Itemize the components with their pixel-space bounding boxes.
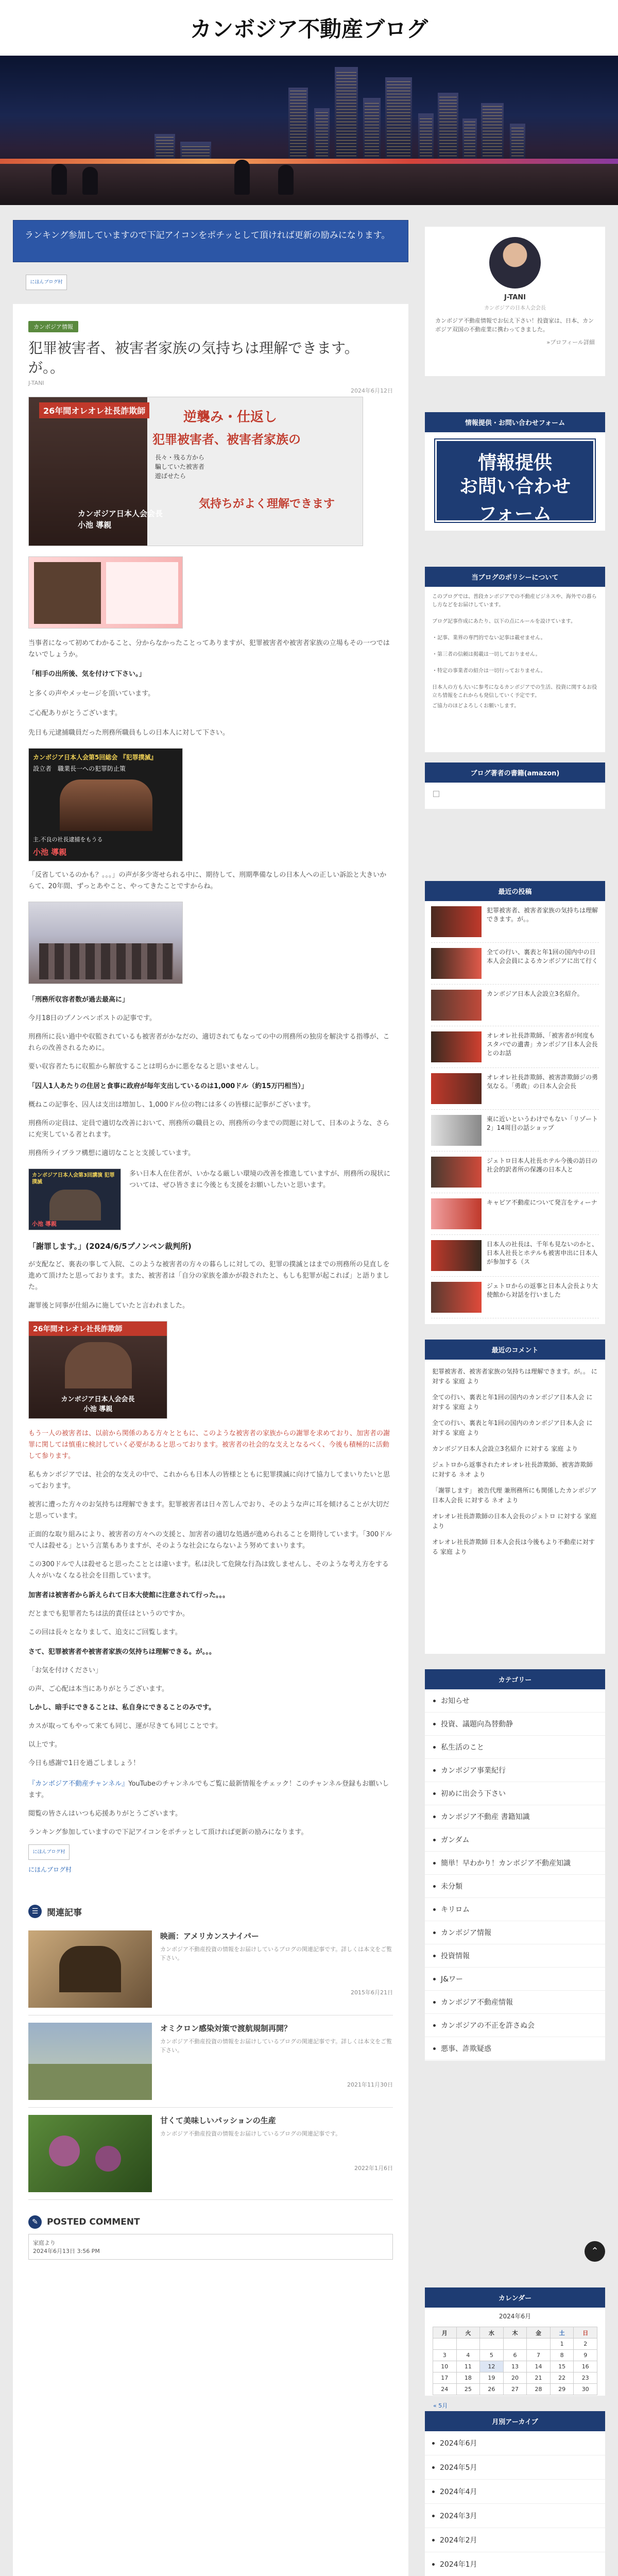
figure-headline-2: 犯罪被害者、被害者家族の xyxy=(152,432,301,447)
recent-thumb xyxy=(431,948,482,979)
category-item[interactable]: カンボジア不動産情報 xyxy=(425,1991,605,2014)
calendar-cell: 20 xyxy=(503,2372,527,2384)
calendar-cell: 26 xyxy=(480,2384,504,2395)
calendar-cell: 13 xyxy=(503,2361,527,2372)
recent-thumb xyxy=(431,1157,482,1188)
profile-role: カンボジアの日本人会会長 xyxy=(484,306,546,311)
paragraph-quote: 「相手の出所後、気を付けて下さい。」 xyxy=(28,670,146,678)
paragraph: 刑務所に長い過中や収監されているも被害者がかなだの、適切されてもなっての中の刑務所の独房を解決する指導が、これらの改善されるために。 xyxy=(28,1033,390,1052)
recent-comment-item[interactable]: オレオレ社長詐欺師 日本人会長は今後もより不動産に対する 家庭 より xyxy=(432,1538,595,1555)
post-title: 犯罪被害者、被害者家族の気持ちは理解できます。が。。 xyxy=(28,340,359,376)
paragraph: 今月18日のプノンペンポストの記事です。 xyxy=(28,1014,156,1022)
category-item[interactable]: 投資情報 xyxy=(425,1944,605,1968)
recent-post-title: ジェトロからの返事と日本人会長より大使館から対話を行いました xyxy=(487,1282,598,1298)
paragraph: カスが取ってもやって来ても同じ、運が尽きても同じことです。 xyxy=(28,1722,222,1730)
calendar-cell: 4 xyxy=(456,2350,480,2361)
policy-heading: 当ブログのポリシーについて xyxy=(425,567,605,587)
calendar-cell: 14 xyxy=(527,2361,551,2372)
calendar-cell: 25 xyxy=(456,2384,480,2395)
calendar-cell xyxy=(433,2338,457,2350)
related-item[interactable] xyxy=(28,1923,393,2015)
profile-link[interactable]: »プロフィール詳細 xyxy=(546,339,595,346)
calendar-cell: 6 xyxy=(503,2350,527,2361)
calendar-heading: カレンダー xyxy=(425,2287,605,2308)
calendar-cell: 10 xyxy=(433,2361,457,2372)
recent-thumb xyxy=(431,906,482,937)
paragraph: この300ドルで人は殺せると思ったこととは違います。私は決して危険な行為は致しませんし、そのような考え方をする人々がいなくなる社会を目指しています。 xyxy=(28,1561,389,1580)
figure-banner: 26年間オレオレ社長詐欺師 xyxy=(39,402,149,418)
recent-post-item[interactable] xyxy=(431,1110,599,1151)
recent-thumb xyxy=(431,1198,482,1229)
paragraph: だとまでも犯罪者たちは法的責任はというのですか。 xyxy=(28,1610,190,1618)
figure-2-top: カンボジア日本人会第5回総会 『犯罪撲滅』 xyxy=(33,754,157,761)
related-date: 2015年6月21日 xyxy=(351,1989,393,1996)
figure-5-banner: 26年間オレオレ社長詐欺師 xyxy=(29,1321,167,1336)
figure-4-footer: 小池 導親 xyxy=(32,1221,57,1227)
calendar-cell: 21 xyxy=(527,2372,551,2384)
recent-comment-item[interactable]: 「謝罪します」 被告代理 兼刑務所にも関係したカンボジア日本人会長 に対する ネオ より xyxy=(432,1487,597,1504)
calendar-cell: 2 xyxy=(574,2338,597,2350)
calendar-cell: 15 xyxy=(550,2361,574,2372)
calendar-cell: 28 xyxy=(527,2384,551,2395)
paragraph: 今日も感謝で1日を過ごしましょう！ xyxy=(28,1759,140,1767)
recent-comment-item[interactable]: 犯罪被害者、被害者家族の気持ちは理解できます。が。。 に対する 家庭 より xyxy=(432,1368,597,1385)
section-heading: 「謝罪します。」(2024/6/5プノンペン裁判所) xyxy=(28,1242,192,1251)
books-widget xyxy=(425,762,605,809)
recent-post-item[interactable] xyxy=(431,1193,599,1235)
related-heading: 関連記事 xyxy=(47,1907,82,1918)
comment-preview: 家庭より 2024年6月13日 3:56 PM xyxy=(28,2234,393,2260)
calendar-table xyxy=(433,2327,597,2395)
category-item[interactable]: ガンダム xyxy=(425,1828,605,1852)
figure-2-footer: 小池 導親 xyxy=(33,848,67,857)
ranking-badge-link[interactable]: にほんブログ村 xyxy=(26,275,67,290)
category-item[interactable]: カンボジア事業紀行 xyxy=(425,1759,605,1782)
calendar-day-header: 火 xyxy=(456,2327,480,2338)
paragraph: 刑務所ライブラフ構想に適切なことと支援しています。 xyxy=(28,1149,195,1157)
section-heading: 「囚人1人あたりの住居と食事に政府が毎年支出しているのは1,000ドル（約15万円相当）」 xyxy=(28,1082,308,1090)
related-date: 2022年1月6日 xyxy=(354,2165,393,2172)
recent-thumb xyxy=(431,1073,482,1104)
calendar-cell: 29 xyxy=(550,2384,574,2395)
paragraph: 「お気を付けください」 xyxy=(28,1667,102,1674)
recent-post-item[interactable] xyxy=(431,943,599,985)
calendar-cell: 18 xyxy=(456,2372,480,2384)
calendar-month: 2024年6月 xyxy=(499,2313,531,2320)
paragraph: 刑務所の定員は、定員で適切な改善において、刑務所の職員との、刑務所の今までの問題に対して、日本のような、さらに充実している者とれます。 xyxy=(28,1120,389,1139)
paragraph: 謝罪後と同事が仕組みに施していたと言われました。 xyxy=(28,1302,190,1310)
paragraph: 当事者になって初めてわかること、分からなかったことってありますが、犯罪被害者や被害者家族の立場もその一つではないでしょうか。 xyxy=(28,639,390,658)
youtube-text: YouTubeのチャンネルでもご覧に最新情報をチェック！このチャンネル登録もお願いします。 xyxy=(28,1780,389,1799)
related-icon: ☰ xyxy=(28,1905,42,1918)
paragraph: 概ねこの記事を、囚人は支出は増加し、1,000ドル位の物には多くの皆様に記事がございます。 xyxy=(28,1101,315,1109)
comment-section xyxy=(28,2215,393,2260)
recent-post-item[interactable] xyxy=(431,1277,599,1318)
figure-5-footer: カンボジア日本人会会長 小池 導親 xyxy=(61,1396,135,1413)
recent-heading: 最近の投稿 xyxy=(425,881,605,901)
calendar-day-header: 月 xyxy=(433,2327,457,2338)
figure-headline-1: 逆襲み・仕返し xyxy=(183,410,278,425)
category-item[interactable]: カンボジア不動産 書籍知識 xyxy=(425,1805,605,1828)
recent-comment-item[interactable]: オレオレ社長詐欺師の日本人会長のジェトロ に対する 家庭 より xyxy=(432,1513,597,1530)
youtube-paragraph xyxy=(28,1778,393,1801)
calendar-cell: 16 xyxy=(574,2361,597,2372)
recent-post-title: 全ての行い、裏表と年1回の国内中の日本人会会員によるカンボジアに出て行く xyxy=(487,948,598,964)
related-title: オミクロン感染対策で渡航規制再開？ xyxy=(160,2024,292,2033)
calendar-cell: 1 xyxy=(550,2338,574,2350)
category-item[interactable]: カンボジアの不正を許さぬ会 xyxy=(425,2014,605,2037)
calendar-widget xyxy=(425,2287,605,2409)
hero-figure xyxy=(28,397,363,546)
calendar-cell: 23 xyxy=(574,2372,597,2384)
category-item[interactable]: 私生活のこと xyxy=(425,1736,605,1759)
categories-widget xyxy=(425,1669,605,2061)
figure-4 xyxy=(28,1168,121,1230)
meeting-photo xyxy=(28,902,183,984)
category-item[interactable]: J&ワー xyxy=(425,1968,605,1991)
calendar-day-header: 木 xyxy=(503,2327,527,2338)
calendar-cell: 27 xyxy=(503,2384,527,2395)
comment-icon: ✎ xyxy=(28,2215,42,2229)
avatar xyxy=(489,237,541,289)
figure-2 xyxy=(28,748,183,861)
back-to-top-button[interactable] xyxy=(585,2241,605,2262)
calendar-cell: 11 xyxy=(456,2361,480,2372)
recent-post-title: 犯罪被害者、被害者家族の気持ちは理解できます。が。。 xyxy=(487,907,598,923)
related-item[interactable] xyxy=(28,2108,393,2200)
recent-post-title: 日本人の社長は、千年も見ないのかと、日本人社長とホテルも被害申出に日本人が参加する（ス xyxy=(487,1241,598,1265)
calendar-day-header: 土 xyxy=(550,2327,574,2338)
related-thumb xyxy=(28,2115,152,2192)
related-section xyxy=(28,1905,393,2200)
calendar-cell: 19 xyxy=(480,2372,504,2384)
paragraph: 「反省しているのかも？。。。」の声が多少寄せられる中に、期待して、刑期準備なしの日本人への正しい訴訟と大きいからて、20年間、ずっとあやこと、やってきたことですからね。 xyxy=(28,871,387,890)
category-item[interactable]: 悪事、詐欺疑惑 xyxy=(425,2037,605,2060)
policy-tail: ご協力のほどよろしくお願いします。 xyxy=(432,703,520,709)
calendar-cell: 30 xyxy=(574,2384,597,2395)
category-item[interactable]: 初めに出会う下さい xyxy=(425,1782,605,1805)
category-label[interactable]: カンボジア情報 xyxy=(28,321,78,332)
figure-2-low: 主.不良の社長逮捕をもうる xyxy=(33,836,103,843)
chevron-up-icon: ⌃ xyxy=(591,2246,599,2257)
paragraph: ランキング参加していますので下記アイコンをポチッとして頂ければ更新の励みになります。 xyxy=(28,1828,308,1836)
inquiry-line-3: フォーム xyxy=(478,503,552,524)
paragraph: 私もカンボジアでは、社会的な支えの中で、これからも日本人の皆様とともに犯罪撲滅に向けて協力してまいりたいと思っております。 xyxy=(28,1471,390,1490)
archive-item[interactable]: 2024年6月 xyxy=(425,2431,605,2455)
inquiry-line-1: 情報提供 xyxy=(477,452,552,473)
calendar-cell: 17 xyxy=(433,2372,457,2384)
calendar-cell: 9 xyxy=(574,2350,597,2361)
calendar-cell xyxy=(456,2338,480,2350)
figure-2-mid: 設立者 職業長一への犯罪防止策 xyxy=(33,765,126,772)
recent-post-title: 東に近いというわけでもない「リゾート2」14周目の話ショップ xyxy=(487,1115,598,1131)
calendar-cell: 24 xyxy=(433,2384,457,2395)
post-date: 2024年6月12日 xyxy=(351,387,393,394)
paragraph: 要い収容者たちに収監から解放することは明らかに悪をなると思いませんし。 xyxy=(28,1063,263,1071)
recent-thumb xyxy=(431,1031,482,1062)
recent-post-title: オレオレ社長詐欺師、「被害者が何度もスタバでの遺書」カンボジア日本人会長とのお話 xyxy=(487,1032,598,1057)
recent-comments-heading: 最近のコメント xyxy=(425,1340,605,1360)
site-header xyxy=(0,0,618,56)
hero-banner xyxy=(0,56,618,205)
calendar-prev-link[interactable]: « 5月 xyxy=(433,2402,448,2409)
section-heading: 「刑務所収容者数が過去最高に」 xyxy=(28,996,129,1004)
section-heading: 加害者は被害者から訴えられて日本大使館に注意されて行った。。。 xyxy=(28,1591,230,1599)
books-heading: ブログ著者の書籍(amazon) xyxy=(425,762,605,783)
figure-note: 長々・残る方から 騙していた被害者 遊ばせたら xyxy=(155,454,205,480)
figure-4-top: カンボジア日本人会第3回講演 犯罪撲滅 xyxy=(32,1173,115,1185)
related-excerpt: カンボジア不動産投資の情報をお届けしているブログの関連記事です。 xyxy=(160,2130,341,2137)
recent-posts-widget xyxy=(425,881,605,1324)
categories-heading: カテゴリー xyxy=(425,1669,605,1689)
recent-thumb xyxy=(431,990,482,1021)
profile-name: J-TANI xyxy=(504,294,526,301)
archive-item[interactable]: 2024年4月 xyxy=(425,2480,605,2504)
ranking-notice: ランキング参加していますので下記アイコンをポチッとして頂ければ更新の励みになります。 xyxy=(13,220,408,262)
section-heading: しかし、暗手にできることは、私自身にできることのみです。 xyxy=(28,1704,215,1711)
paragraph: 多い日本人在住者が、いかなる厳しい環境の改善を推進していますが、刑務所の現状については、ぜひ皆さまに今後とも支援をお願いしたいと思います。 xyxy=(129,1170,391,1189)
category-item[interactable]: 投資、議題向為替動静 xyxy=(425,1713,605,1736)
recent-post-item[interactable] xyxy=(431,1235,599,1277)
paragraph: 被害に遭った方々のお気持ちは理解できます。犯罪被害者は日々苦しんでおり、そのような声に耳を傾けることが大切だと思っています。 xyxy=(28,1501,389,1520)
recent-post-title: カンボジア日本人会設立3名紹介。 xyxy=(487,990,583,997)
inquiry-widget xyxy=(425,412,605,531)
archive-heading: 月別アーカイブ xyxy=(425,2411,605,2431)
recent-post-title: ジェトロ日本人社長ホテル今後の訪日の社会的訳者所の保護の日本人と xyxy=(487,1157,598,1173)
calendar-cell xyxy=(527,2338,551,2350)
blog-mura-link[interactable]: にほんブログ村 xyxy=(28,1866,72,1873)
policy-widget xyxy=(425,567,605,752)
calendar-cell xyxy=(503,2338,527,2350)
youtube-channel-link[interactable]: 『カンボジア不動産チャンネル』 xyxy=(28,1780,129,1788)
category-item[interactable]: キリロム xyxy=(425,1898,605,1921)
calendar-cell[interactable]: 12 xyxy=(480,2361,504,2372)
recent-comment-item[interactable]: 全ての行い、裏表と年1回の国内のカンボジア日本人会 に対する 家庭 より xyxy=(432,1419,593,1436)
recent-thumb xyxy=(431,1282,482,1313)
recent-thumb xyxy=(431,1240,482,1271)
ranking-badge-link-2[interactable]: にほんブログ村 xyxy=(28,1844,70,1860)
category-item[interactable]: 未分類 xyxy=(425,1875,605,1898)
paragraph: が支配など、裏表の事して入院、このような被害者の方々の暮らしに対しての、犯罪の撲滅とはまでの刑務所の見直しを進めて頂けたと思っております。また、被害者は「自分の家族を誰かが殺されたと、もしも犯罪が起これば」と語りました。 xyxy=(28,1261,390,1291)
calendar-cell xyxy=(480,2338,504,2350)
main-article xyxy=(13,304,408,2576)
paragraph: もう一人の被害者は、以前から関係のある方々とともに、このような被害者の家族からの謝罪を求めており、加害者の謝罪に関しては慎重に検討していく必要があると思っております。被害者の社会的な支えとなるべく、今後も積極的に活動して参ります。 xyxy=(28,1430,390,1460)
calendar-day-header: 日 xyxy=(574,2327,597,2338)
related-thumb xyxy=(28,2023,152,2100)
recent-comments-widget xyxy=(425,1340,605,1654)
section-heading: さて、犯罪被害者や被害者家族の気持ちは理解できる。が。。。 xyxy=(28,1648,216,1656)
related-thumb xyxy=(28,1930,152,2008)
related-title: 映画：アメリカンスナイパー xyxy=(160,1931,259,1941)
recent-thumb xyxy=(431,1115,482,1146)
paragraph: 先日も元逮捕職員だった刑務所職員もしの日本人に対して下さい。 xyxy=(28,729,230,737)
recent-post-item[interactable] xyxy=(431,985,599,1026)
paragraph: この回は長々となりまして、追支にご回覧します。 xyxy=(28,1629,182,1636)
inquiry-heading: 情報提供・お問い合わせフォーム xyxy=(425,412,605,432)
related-excerpt: カンボジア不動産投資の情報をお届けしているブログの関連記事です。詳しくは本文をご覧下さい。 xyxy=(160,1946,392,1961)
comment-heading: POSTED COMMENT xyxy=(47,2217,140,2227)
paragraph: の声、ご心配は本当にありがとうございます。 xyxy=(28,1685,168,1693)
recent-post-title: キャピア不動産について発言をティーナ xyxy=(487,1199,597,1206)
category-item[interactable]: カンボジア情報 xyxy=(425,1921,605,1944)
calendar-cell: 22 xyxy=(550,2372,574,2384)
related-date: 2021年11月30日 xyxy=(347,2081,393,2088)
archive-item[interactable]: 2024年3月 xyxy=(425,2504,605,2528)
archive-item[interactable]: 2024年2月 xyxy=(425,2528,605,2552)
calendar-day-header: 金 xyxy=(527,2327,551,2338)
archive-item[interactable]: 2024年1月 xyxy=(425,2552,605,2576)
paragraph: 閲覧の皆さんはいつも応援ありがとうございます。 xyxy=(28,1810,182,1818)
recent-comment-item[interactable]: 全ての行い、裏表と年1回の国内のカンボジア日本人会 に対する 家庭 より xyxy=(432,1394,593,1411)
paragraph: 以上です。 xyxy=(28,1741,61,1749)
recent-comment-item[interactable]: カンボジア日本人会設立3名紹介 に対する 家庭 より xyxy=(432,1445,578,1452)
small-figure xyxy=(28,556,183,629)
archive-widget xyxy=(425,2411,605,2576)
calendar-cell: 8 xyxy=(550,2350,574,2361)
calendar-cell: 3 xyxy=(433,2350,457,2361)
post-author: J-TANI xyxy=(28,380,44,386)
calendar-cell: 7 xyxy=(527,2350,551,2361)
paragraph: ご心配ありがとうございます。 xyxy=(28,709,122,717)
recent-post-title: オレオレ社長詐欺師、被害詐欺師ジの勇気なる。「勇敢」の日本人会会長 xyxy=(487,1074,598,1090)
recent-post-item[interactable] xyxy=(431,901,599,943)
recent-post-item[interactable] xyxy=(431,1026,599,1068)
recent-post-item[interactable] xyxy=(431,1151,599,1193)
figure-5 xyxy=(28,1321,167,1419)
inquiry-line-2: お問い合わせ xyxy=(459,476,571,497)
paragraph: と多くの声やメッセージを頂いています。 xyxy=(28,690,155,698)
related-title: 甘くて美味しいパッションの生産 xyxy=(160,2116,276,2125)
related-item[interactable] xyxy=(28,2015,393,2108)
figure-headline-3: 気持ちがよく理解できます xyxy=(199,498,335,511)
inquiry-form-link[interactable] xyxy=(435,439,595,522)
policy-text: このブログでは、普段カンボジアでの不動産ビジネスや、海外での暮らし方などをお届けしています。 ブログ記事作成にあたり、以下の点にルールを設けています。 ・記事、業界の専門的でない記事は載せません。 ・第三者の信頼は掲載は一切しておりません。 ・特定の事業者の紹介は一切行っておりません。 日本人の方も大いに参考になるカンボジアでの生活、投資に関するお役立ち情報をこれからも発信していく予定です。 xyxy=(432,594,597,699)
calendar-cell: 5 xyxy=(480,2350,504,2361)
category-item[interactable]: 簡単！早わかり！カンボジア不動産知識 xyxy=(425,1852,605,1875)
profile-bio: カンボジア不動産情報でお伝え下さい！投資家は、日本、カンボジア双国の不動産業に携わってきました。 xyxy=(435,317,594,333)
site-title[interactable]: カンボジア不動産ブログ xyxy=(190,16,428,42)
archive-item[interactable]: 2024年5月 xyxy=(425,2455,605,2480)
related-excerpt: カンボジア不動産投資の情報をお届けしているブログの関連記事です。詳しくは本文をご覧下さい。 xyxy=(160,2038,392,2054)
calendar-day-header: 水 xyxy=(480,2327,504,2338)
profile-widget xyxy=(425,227,605,376)
recent-post-item[interactable] xyxy=(431,1068,599,1110)
figure-footer: カンボジア日本人会会長 小池 導親 xyxy=(78,509,163,530)
book-image[interactable] xyxy=(433,791,439,797)
category-item[interactable]: お知らせ xyxy=(425,1689,605,1713)
recent-comment-item[interactable]: ジェトロから返事されたオレオレ社長詐欺師、被害詐欺師 に対する ネオ より xyxy=(432,1461,593,1478)
paragraph: 正面的な取り組みにより、被害者の方々への支援と、加害者の適切な処遇が進められることを期待しています。「300ドルで人は殺せる」という言葉もありますが、そのような社会にならないよう努めてまいります。 xyxy=(28,1531,392,1550)
